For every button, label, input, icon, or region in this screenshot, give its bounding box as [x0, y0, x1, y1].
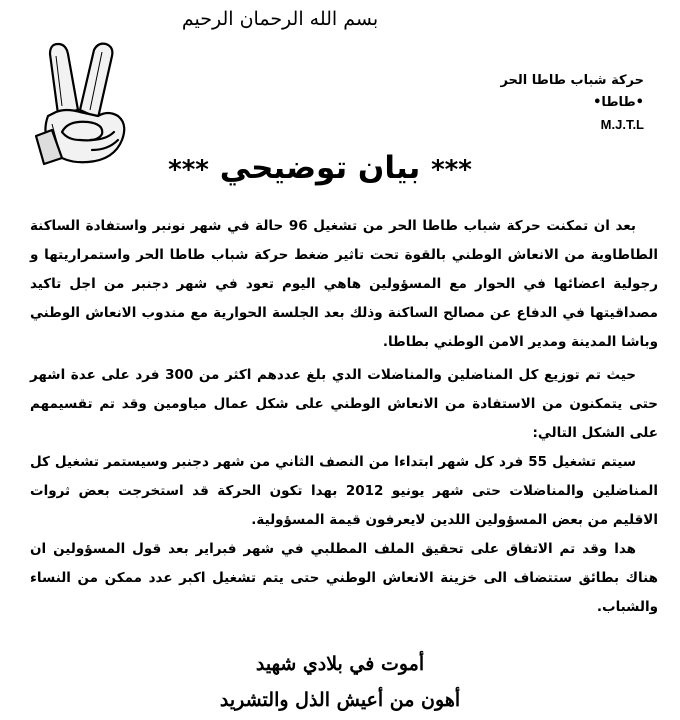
organization-block — [444, 70, 644, 136]
title-stars-right: *** — [431, 155, 472, 185]
victory-hand-icon — [28, 36, 138, 166]
document-title — [120, 150, 520, 186]
title-stars-left: *** — [168, 155, 209, 185]
organization-city: •طاطا• — [593, 95, 644, 110]
paragraph: سيتم تشغيل 55 فرد كل شهر ابتداءا من النصف الثاني من شهر دجنبر وسيستمر تشغيل كل المناضلين والمناضلات حتى شهر يونيو 2012 بهدا تكون الحركة قد استخرجت بعض ثروات الاقليم من بعض المسؤولين اللدين لايعرفون قيمة المسؤولية. — [30, 454, 658, 528]
slogan-line: أموت في بلادي شهيد — [255, 653, 425, 675]
closing-slogans — [160, 646, 520, 718]
organization-abbreviation: M.J.T.L — [600, 117, 644, 132]
paragraph: بعد ان تمكنت حركة شباب طاطا الحر من تشغيل 96 حالة في شهر نونبر واستفادة الساكنة الطاطاوية من الانعاش الوطني بالقوة تحت تاثير ضغط حركة شباب طاطا الحر واستمراريتها و رجولية اعضائها في الحوار مع المسؤولين هاهي اليوم تعود في شهر دجنبر من اجل تاكيد مصداقيتها في الدفاع عن مصالح الساكنة وذلك بعد الجلسة الحوارية مع مندوب الانعاش الوطني وباشا المدينة ومدير الامن الوطني بطاطا. — [30, 218, 658, 350]
paragraph: هدا وقد تم الاتفاق على تحقيق الملف المطلبي في شهر فبراير بعد قول المسؤولين ان هناك بطائق ستتضاف الى خزينة الانعاش الوطني حتى يتم تشغيل اكبر عدد ممكن من النساء والشباب. — [30, 541, 658, 615]
slogan-line: أهون من أعيش الذل والتشريد — [219, 689, 461, 711]
organization-name: حركة شباب طاطا الحر — [500, 73, 644, 88]
title-text: بيان توضيحي — [219, 150, 421, 186]
paragraph: حيث تم توزيع كل المناضلين والمناضلات الدي بلغ عددهم اكثر من 300 فرد على عدة اشهر حتى يتمكنون من الاستفادة من الانعاش الوطني على شكل عمال مياومين وقد تم تقسيمهم على الشكل التالي: — [30, 367, 658, 441]
basmala: بسم الله الرحمان الرحيم — [181, 8, 379, 30]
statement-body — [30, 212, 658, 622]
